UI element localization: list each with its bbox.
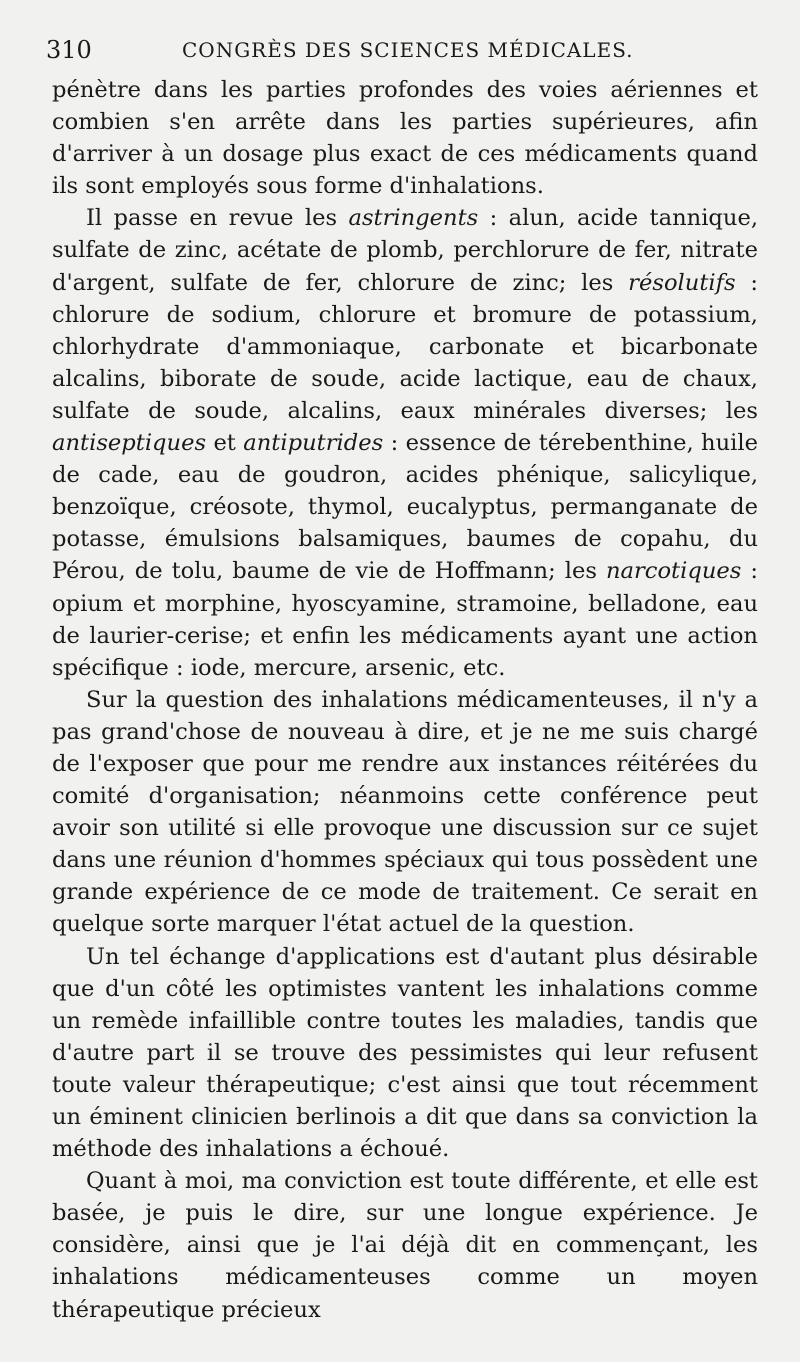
- page-number: 310: [46, 36, 92, 64]
- text-run: : alun, acide tannique, sulfate de zinc, acétate de plomb, perchlorure de fer, nitrate d'argent, sulfate de fer, chlorure de zinc; les: [52, 205, 758, 296]
- running-header: [46, 30, 760, 70]
- paragraph: [52, 684, 758, 941]
- text-run: Il passe en revue les: [86, 205, 349, 232]
- italic-term: astringents: [348, 205, 479, 232]
- running-title: CONGRÈS DES SCIENCES MÉDICALES.: [182, 38, 634, 62]
- text-run: : chlorure de sodium, chlorure et bromure de potassium, chlorhydrate d'ammoniaque, carbonate et bicarbonate alcalins, biborate de soude, acide lactique, eau de chaux, sulfate de soude, alcalins, eaux minérales diverses; les: [52, 269, 758, 424]
- italic-term: narcotiques: [605, 558, 742, 585]
- paragraph: [52, 1165, 758, 1325]
- text-run: et: [206, 430, 244, 457]
- paragraph: [52, 74, 758, 202]
- italic-term: résolutifs: [628, 269, 736, 296]
- italic-term: antiputrides: [243, 430, 384, 457]
- paragraph: [52, 941, 758, 1166]
- text-run: pénètre dans les parties profondes des voies aériennes et combien s'en arrête dans les parties supérieures, afin d'arriver à un dosage plus exact de ces médicaments quand ils sont employés sous forme d'inhalations.: [52, 77, 758, 200]
- text-run: Un tel échange d'applications est d'autant plus désirable que d'un côté les optimistes vantent les inhalations comme un remède infaillible contre toutes les maladies, tandis que d'autre part il se trouve des pessimistes qui leur refusent toute valeur thérapeutique; c'est ainsi que tout récemment un éminent clinicien berlinois a dit que dans sa conviction la méthode des inhalations a échoué.: [52, 943, 758, 1163]
- text-run: : essence de térebenthine, huile de cade, eau de goudron, acides phénique, salicylique, benzoïque, créosote, thymol, eucalyptus, permanganate de potasse, émulsions balsamiques, baumes de copahu, du Pérou, de tolu, baume de vie de Hoffmann; les: [52, 430, 758, 585]
- text-run: : opium et morphine, hyoscyamine, stramoine, belladone, eau de laurier-cerise; et enfin les médicaments ayant une action spécifique : iode, mercure, arsenic, etc.: [52, 558, 758, 681]
- text-run: Sur la question des inhalations médicamenteuses, il n'y a pas grand'chose de nouveau à dire, et je ne me suis chargé de l'exposer que pour me rendre aux instances réitérées du comité d'organisation; néanmoins cette conférence peut avoir son utilité si elle provoque une discussion sur ce sujet dans une réunion d'hommes spéciaux qui tous possèdent une grande expérience de ce mode de traitement. Ce serait en quelque sorte marquer l'état actuel de la question.: [52, 686, 758, 938]
- text-run: Quant à moi, ma conviction est toute différente, et elle est basée, je puis le dire, sur une longue expérience. Je considère, ainsi que je l'ai déjà dit en commençant, les inhalations médicamenteuses comme un moyen thérapeutique précieux: [52, 1168, 758, 1323]
- italic-term: antiseptiques: [52, 430, 207, 457]
- paragraph: [52, 202, 758, 683]
- body-text: [52, 74, 758, 1326]
